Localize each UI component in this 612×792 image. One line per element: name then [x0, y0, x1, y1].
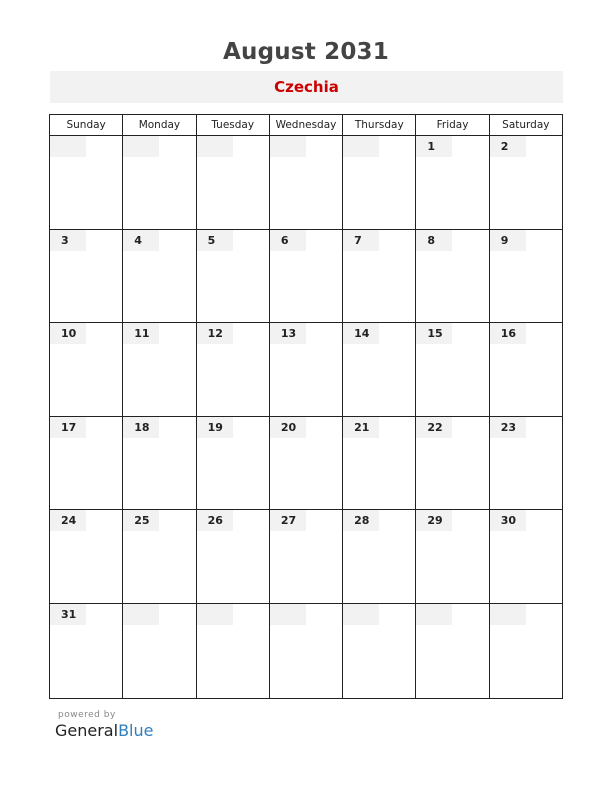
day-cell	[197, 417, 270, 510]
day-cell	[416, 510, 489, 603]
day-cell	[343, 417, 416, 510]
calendar-grid	[49, 114, 563, 699]
day-cell	[123, 604, 196, 698]
weekday-header-thursday: Thursday	[343, 115, 416, 135]
weekday-header-row	[50, 115, 562, 136]
date-number: 5	[197, 230, 233, 251]
day-cell	[197, 510, 270, 603]
date-number	[197, 136, 233, 157]
week-row	[50, 230, 562, 324]
day-cell	[490, 136, 562, 229]
day-cell	[490, 604, 562, 698]
date-number: 21	[343, 417, 379, 438]
day-cell	[50, 604, 123, 698]
day-cell	[343, 136, 416, 229]
day-cell	[416, 604, 489, 698]
date-number	[123, 604, 159, 625]
date-number: 10	[50, 323, 86, 344]
date-number	[490, 604, 526, 625]
date-number: 1	[416, 136, 452, 157]
date-number: 30	[490, 510, 526, 531]
day-cell	[343, 230, 416, 323]
date-number	[343, 604, 379, 625]
week-row	[50, 136, 562, 230]
date-number: 8	[416, 230, 452, 251]
day-cell	[50, 136, 123, 229]
weekday-header-sunday: Sunday	[50, 115, 123, 135]
date-number: 9	[490, 230, 526, 251]
weeks-container	[50, 136, 562, 698]
weekday-header-monday: Monday	[123, 115, 196, 135]
date-number: 22	[416, 417, 452, 438]
day-cell	[343, 323, 416, 416]
weekday-header-tuesday: Tuesday	[197, 115, 270, 135]
day-cell	[343, 604, 416, 698]
day-cell	[197, 604, 270, 698]
day-cell	[270, 136, 343, 229]
day-cell	[416, 136, 489, 229]
weekday-header-saturday: Saturday	[502, 119, 550, 131]
date-number: 26	[197, 510, 233, 531]
date-number: 18	[123, 417, 159, 438]
date-number: 13	[270, 323, 306, 344]
country-name: Czechia	[274, 78, 339, 96]
day-cell	[343, 510, 416, 603]
day-cell	[416, 230, 489, 323]
day-cell	[416, 323, 489, 416]
weekday-header-wednesday: Wednesday	[270, 115, 343, 135]
date-number: 3	[50, 230, 86, 251]
brand-blue: Blue	[118, 721, 154, 740]
day-cell	[197, 323, 270, 416]
date-number: 4	[123, 230, 159, 251]
date-number: 12	[197, 323, 233, 344]
date-number	[416, 604, 452, 625]
date-number	[197, 604, 233, 625]
date-number: 7	[343, 230, 379, 251]
country-bar	[50, 71, 563, 103]
date-number	[123, 136, 159, 157]
date-number	[270, 604, 306, 625]
date-number: 11	[123, 323, 159, 344]
day-cell	[270, 323, 343, 416]
day-cell	[50, 510, 123, 603]
day-cell	[50, 323, 123, 416]
date-number: 17	[50, 417, 86, 438]
week-row	[50, 323, 562, 417]
date-number: 2	[490, 136, 526, 157]
day-cell	[50, 230, 123, 323]
week-row	[50, 417, 562, 511]
date-number: 14	[343, 323, 379, 344]
week-row	[50, 510, 562, 604]
weekday-header-friday: Friday	[416, 115, 489, 135]
date-number: 27	[270, 510, 306, 531]
date-number: 20	[270, 417, 306, 438]
date-number	[50, 136, 86, 157]
date-number: 16	[490, 323, 526, 344]
week-row	[50, 604, 562, 698]
day-cell	[490, 510, 562, 603]
day-cell	[490, 417, 562, 510]
date-number	[270, 136, 306, 157]
day-cell	[123, 230, 196, 323]
date-number: 6	[270, 230, 306, 251]
day-cell	[123, 417, 196, 510]
day-cell	[270, 604, 343, 698]
day-cell	[123, 510, 196, 603]
date-number: 19	[197, 417, 233, 438]
date-number: 28	[343, 510, 379, 531]
day-cell	[197, 230, 270, 323]
day-cell	[270, 230, 343, 323]
date-number: 24	[50, 510, 86, 531]
day-cell	[270, 510, 343, 603]
date-number: 31	[50, 604, 86, 625]
day-cell	[197, 136, 270, 229]
date-number	[343, 136, 379, 157]
date-number: 15	[416, 323, 452, 344]
day-cell	[123, 323, 196, 416]
calendar-title: August 2031	[223, 39, 389, 65]
date-number: 25	[123, 510, 159, 531]
brand-logo	[55, 721, 153, 740]
brand-general: General	[55, 721, 119, 740]
powered-by-text: powered by	[58, 710, 116, 720]
day-cell	[50, 417, 123, 510]
day-cell	[490, 230, 562, 323]
date-number: 23	[490, 417, 526, 438]
day-cell	[490, 323, 562, 416]
date-number: 29	[416, 510, 452, 531]
day-cell	[416, 417, 489, 510]
day-cell	[123, 136, 196, 229]
day-cell	[270, 417, 343, 510]
